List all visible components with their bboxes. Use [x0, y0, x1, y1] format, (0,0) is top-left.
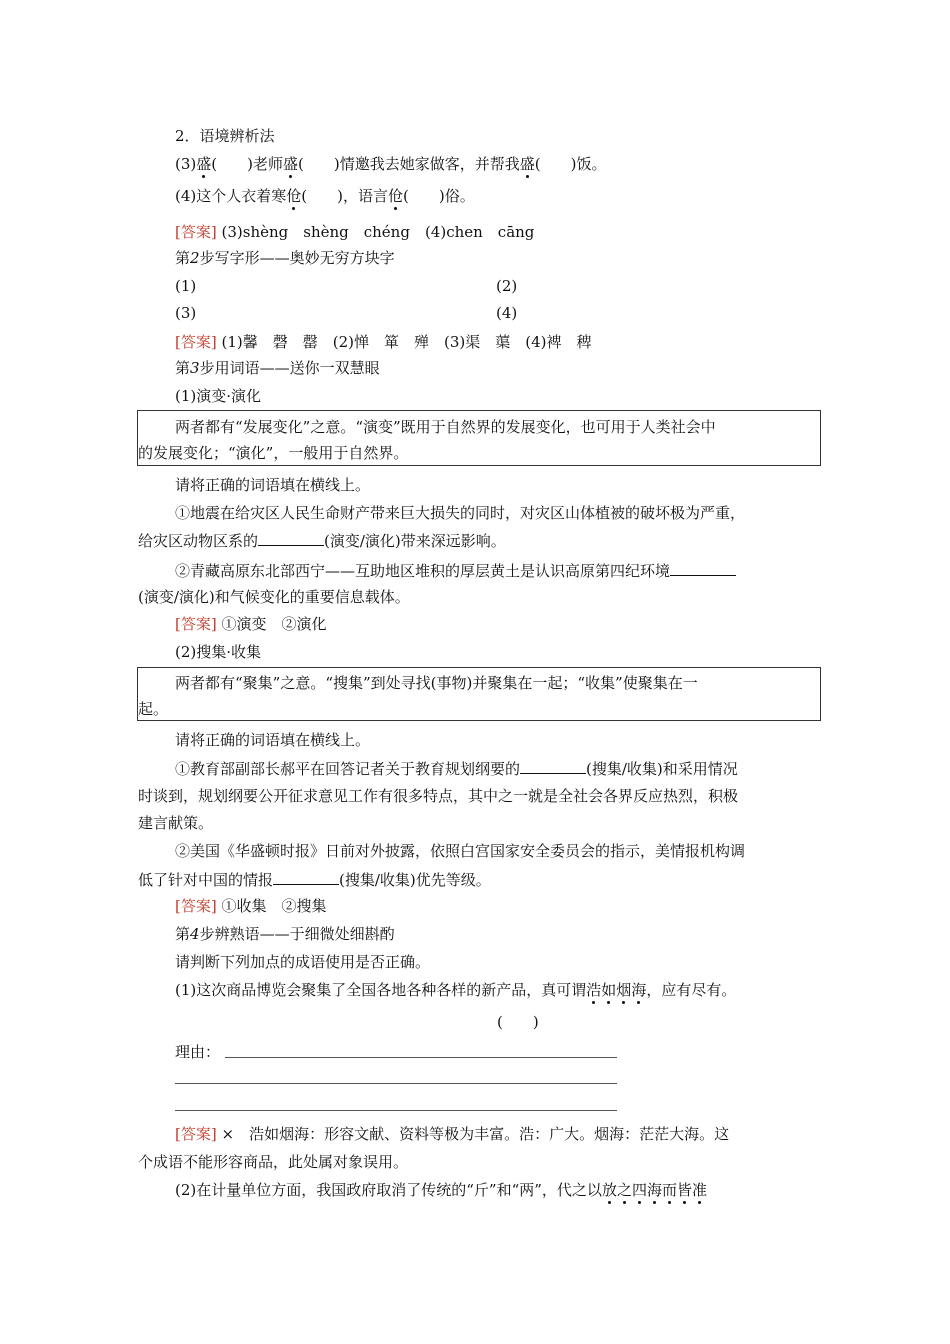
step-2-heading: 第2步写字形——奥妙无穷方块字 — [175, 249, 395, 267]
explanation-box-2 — [137, 667, 821, 721]
sentence: 给灾区动物区系的 (演变/演化)带来深远影响。 — [138, 532, 506, 550]
word-pair-2-title: (2)搜集·收集 — [175, 643, 262, 661]
judge-prompt: 请判断下列加点的成语使用是否正确。 — [175, 953, 431, 971]
dotted-char: 皆 — [677, 1181, 693, 1199]
box-text: 两者都有“发展变化”之意。“演变”既用于自然界的发展变化，也可用于人类社会中 — [175, 418, 716, 436]
dotted-char: 浩 — [586, 981, 602, 999]
reason-line[interactable] — [175, 1110, 617, 1111]
dotted-char: 伧 — [286, 187, 302, 205]
sentence: 时谈到，规划纲要公开征求意见工作有很多特点，其中之一就是全社会各界反应热烈，积极 — [138, 787, 739, 805]
sentence: 建言献策。 — [138, 814, 214, 832]
answer-label: [答案] — [175, 897, 217, 915]
dotted-char: 海 — [631, 981, 647, 999]
fill-blank[interactable] — [520, 758, 586, 774]
reason-line[interactable] — [225, 1057, 617, 1058]
fill-prompt: 请将正确的词语填在横线上。 — [175, 476, 371, 494]
answer-3: [答案] ①演变 ②演化 — [175, 615, 327, 633]
question-3: (3)盛( )老师盛( )情邀我去她家做客，并帮我盛( )饭。 — [175, 155, 607, 173]
dotted-char: 而 — [662, 1181, 678, 1199]
box-text: 两者都有“聚集”之意。“搜集”到处寻找(事物)并聚集在一起；“收集”使聚集在一 — [175, 674, 698, 692]
step-4-heading: 第4步辨熟语——于细微处细斟酌 — [175, 925, 395, 943]
grid-cell-3: (3) — [175, 304, 197, 322]
section-title: 2．语境辨析法 — [175, 127, 275, 145]
judgment-parentheses[interactable]: ( ) — [497, 1013, 539, 1031]
reason-line[interactable] — [175, 1083, 617, 1084]
dotted-char: 四 — [631, 1181, 647, 1199]
answer-1: [答案] (3)shèng shèng chéng (4)chen cāng — [175, 223, 535, 241]
answer-5-cont: 个成语不能形容商品，此处属对象误用。 — [138, 1153, 409, 1171]
word-pair-1-title: (1)演变·演化 — [175, 387, 262, 405]
sentence: ①地震在给灾区人民生命财产带来巨大损失的同时，对灾区山体植被的破坏极为严重， — [175, 504, 746, 522]
grid-cell-1: (1) — [175, 277, 197, 295]
idiom-question-1: (1)这次商品博览会聚集了全国各地各种各样的新产品，真可谓浩如烟海，应有尽有。 — [175, 981, 737, 999]
grid-cell-2: (2) — [496, 277, 518, 295]
sentence: 低了针对中国的情报 (搜集/收集)优先等级。 — [138, 871, 491, 889]
explanation-box-1 — [137, 410, 821, 466]
sentence: ①教育部副部长郝平在回答记者关于教育规划纲要的 (搜集/收集)和采用情况 — [175, 760, 738, 778]
box-text: 起。 — [138, 700, 169, 718]
dotted-char: 盛 — [519, 155, 535, 173]
answer-label: [答案] — [175, 333, 217, 351]
dotted-char: 盛 — [282, 155, 298, 173]
step-3-heading: 第3步用词语——送你一双慧眼 — [175, 359, 380, 377]
question-4: (4)这个人衣着寒伧( )，语言伧( )俗。 — [175, 187, 475, 205]
grid-cell-4: (4) — [496, 304, 518, 322]
answer-2: [答案] (1)馨 磬 罄 (2)惮 箪 殚 (3)渠 蕖 (4)裨 稗 — [175, 333, 592, 351]
sentence: ②青藏高原东北部西宁——互助地区堆积的厚层黄土是认识高原第四纪环境 — [175, 560, 736, 581]
answer-5: [答案] × 浩如烟海：形容文献、资料等极为丰富。浩：广大。烟海：茫茫大海。这 — [175, 1125, 730, 1143]
answer-4: [答案] ①收集 ②搜集 — [175, 897, 327, 915]
dotted-char: 如 — [601, 981, 617, 999]
fill-prompt: 请将正确的词语填在横线上。 — [175, 731, 371, 749]
answer-label: [答案] — [175, 615, 217, 633]
fill-blank[interactable] — [273, 869, 339, 885]
sentence: ②美国《华盛顿时报》日前对外披露，依照白宫国家安全委员会的指示，美情报机构调 — [175, 842, 746, 860]
idiom-question-2: (2)在计量单位方面，我国政府取消了传统的“斤”和“两”，代之以放之四海而皆准 — [175, 1181, 708, 1199]
answer-label: [答案] — [175, 1125, 217, 1143]
sentence: (演变/演化)和气候变化的重要信息载体。 — [138, 588, 410, 606]
reason-label: 理由： — [175, 1043, 221, 1061]
fill-blank[interactable] — [670, 560, 736, 576]
dotted-char: 海 — [646, 1181, 662, 1199]
answer-label: [答案] — [175, 223, 217, 241]
dotted-char: 之 — [616, 1181, 632, 1199]
dotted-char: 放 — [601, 1181, 617, 1199]
dotted-char: 盛 — [196, 155, 212, 173]
dotted-char: 烟 — [616, 981, 632, 999]
dotted-char: 伧 — [387, 187, 403, 205]
dotted-char: 准 — [692, 1181, 708, 1199]
fill-blank[interactable] — [258, 530, 324, 546]
box-text: 的发展变化；“演化”，一般用于自然界。 — [138, 444, 409, 462]
